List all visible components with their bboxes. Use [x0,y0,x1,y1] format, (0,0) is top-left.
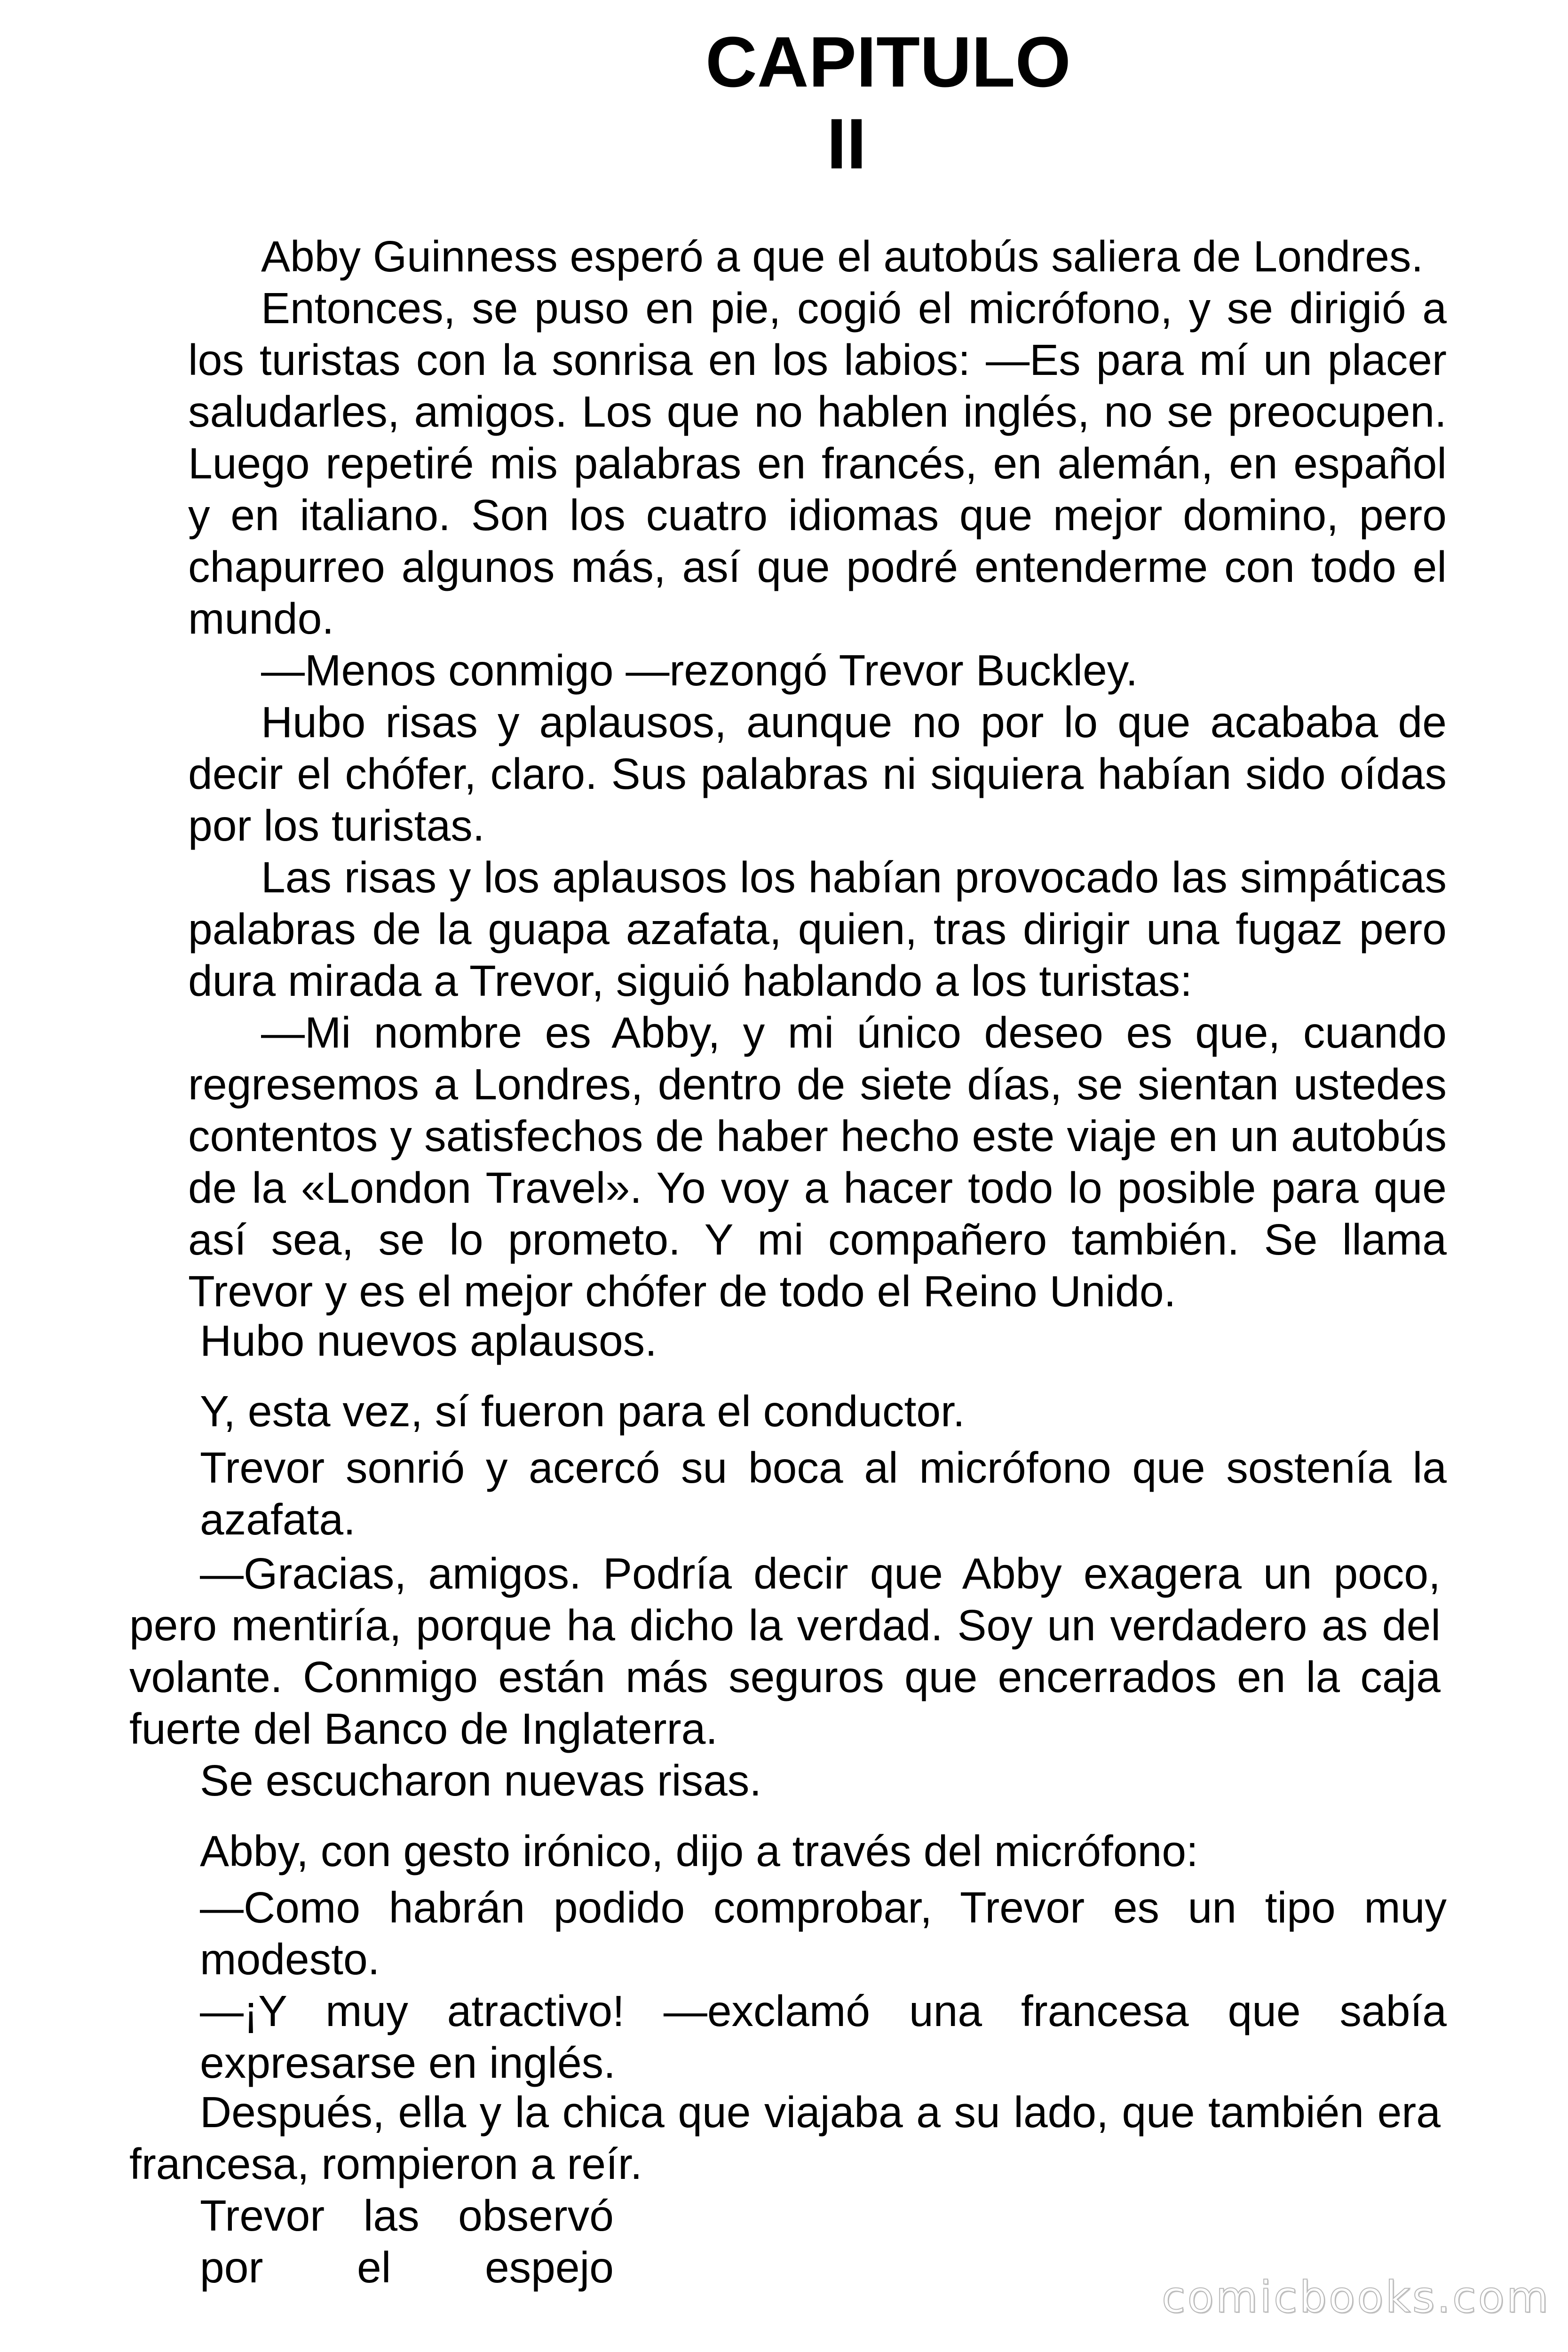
watermark-text: comicbooks.com [1162,2272,1551,2322]
paragraph-3: —Menos conmigo —rezongó Trevor Buckley. [261,646,1138,695]
paragraph-12: Abby, con gesto irónico, dijo a través del micrófono: [200,1827,1198,1875]
paragraph-5: Las risas y los aplausos los habían provocado las simpáticas palabras de la guapa azafata, quien, tras dirigir una fugaz pero dura mirada a Trevor, siguió hablando a los turistas: [188,853,1447,1005]
paragraph-4: Hubo risas y aplausos, aunque no por lo que acababa de decir el chófer, claro. Sus palabras ni siquiera habían sido oídas por los turistas. [188,698,1447,850]
chapter-number: II [826,104,867,184]
paragraph-1: Abby Guinness esperó a que el autobús saliera de Londres. [261,232,1424,281]
paragraph-10: —Gracias, amigos. Podría decir que Abby exagera un poco, pero mentiría, porque ha dicho la verdad. Soy un verdadero as del volante. Conmigo están más seguros que encerrados en la caja fuerte del Banco de Inglaterra. [129,1549,1441,1753]
chapter-title: CAPITULO [705,22,1071,102]
paragraph-9: Trevor sonrió y acercó su boca al micrófono que sostenía la azafata. [200,1443,1447,1544]
paragraph-11: Se escucharon nuevas risas. [200,1756,762,1805]
paragraph-16: Trevor las observó por el espejo [200,2191,614,2292]
paragraph-6: —Mi nombre es Abby, y mi único deseo es que, cuando regresemos a Londres, dentro de siete días, se sientan ustedes contentos y satisfechos de haber hecho este viaje en un autobús de la «London Travel». Yo voy a hacer todo lo posible para que así sea, se lo prometo. Y mi compañero también. Se llama Trevor y es el mejor chófer de todo el Reino Unido. [188,1008,1447,1316]
paragraph-14: —¡Y muy atractivo! —exclamó una francesa que sabía expresarse en inglés. [200,1986,1447,2087]
paragraph-7: Hubo nuevos aplausos. [200,1316,657,1365]
paragraph-8: Y, esta vez, sí fueron para el conductor. [200,1387,965,1436]
paragraph-13: —Como habrán podido comprobar, Trevor es un tipo muy modesto. [200,1883,1447,1984]
paragraph-2: Entonces, se puso en pie, cogió el micrófono, y se dirigió a los turistas con la sonrisa en los labios: —Es para mí un placer saludarles, amigos. Los que no hablen inglés, no se preocupen. Luego repetiré mis palabras en francés, en alemán, en español y en italiano. Son los cuatro idiomas que mejor domino, pero chapurreo algunos más, así que podré entenderme con todo el mundo. [188,284,1447,643]
paragraph-15: Después, ella y la chica que viajaba a su lado, que también era francesa, rompieron a reír. [129,2088,1441,2188]
